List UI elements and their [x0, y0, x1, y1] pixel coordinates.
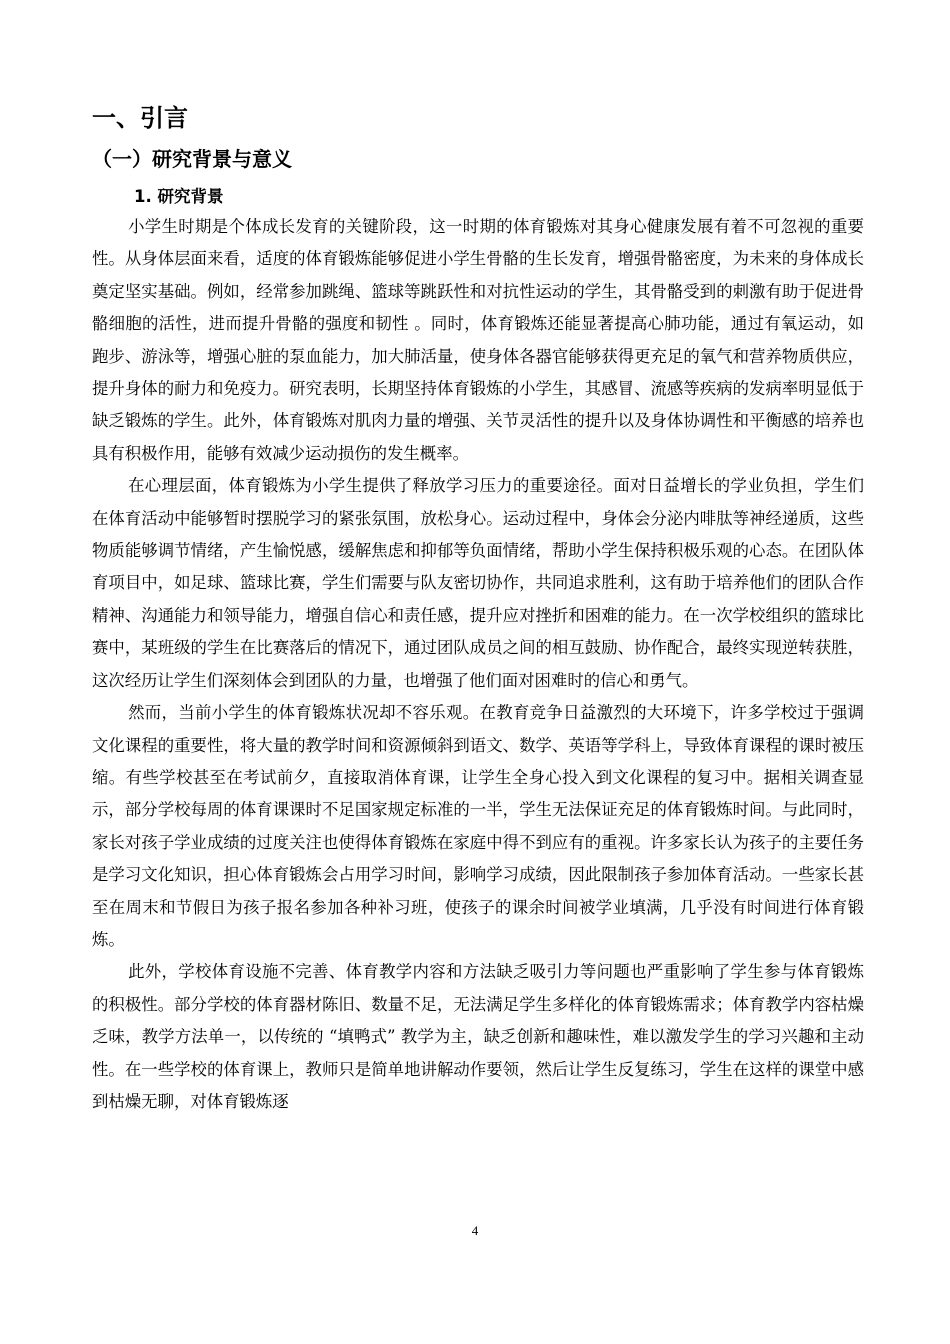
- section-heading: 一、引言: [92, 104, 188, 132]
- paragraph-current-situation: 然而，当前小学生的体育锻炼状况却不容乐观。在教育竞争日益激烈的大环境下，许多学校过于强调文化课程的重要性，将大量的教学时间和资源倾斜到语文、数学、英语等学科上，导致体育课程的课时被压缩。有些学校甚至在考试前夕，直接取消体育课，让学生全身心投入到文化课程的复习中。据相关调查显示，部分学校每周的体育课课时不足国家规定标准的一半，学生无法保证充足的体育锻炼时间。与此同时，家长对孩子学业成绩的过度关注也使得体育锻炼在家庭中得不到应有的重视。许多家长认为孩子的主要任务是学习文化知识，担心体育锻炼会占用学习时间，影响学习成绩，因此限制孩子参加体育活动。一些家长甚至在周末和节假日为孩子报名参加各种补习班，使孩子的课余时间被学业填满，几乎没有时间进行体育锻炼。: [92, 703, 864, 949]
- page-number: 4: [471, 1223, 479, 1238]
- paragraph-physical-benefits: 小学生时期是个体成长发育的关键阶段，这一时期的体育锻炼对其身心健康发展有着不可忽视的重要性。从身体层面来看，适度的体育锻炼能够促进小学生骨骼的生长发育，增强骨骼密度，为未来的身体成长奠定坚实基础。例如，经常参加跳绳、篮球等跳跃性和对抗性运动的学生，其骨骼受到的刺激有助于促进骨骼细胞的活性，进而提升骨骼的强度和韧性 。同时，体育锻炼还能显著提高心肺功能，通过有氧运动，如跑步、游泳等，增强心脏的泵血能力，加大肺活量，使身体各器官能够获得更充足的氧气和营养物质供应，提升身体的耐力和免疫力。研究表明，长期坚持体育锻炼的小学生，其感冒、流感等疾病的发病率明显低于缺乏锻炼的学生。此外，体育锻炼对肌肉力量的增强、关节灵活性的提升以及身体协调性和平衡感的培养也具有积极作用，能够有效减少运动损伤的发生概率。: [92, 217, 864, 463]
- paragraph-psychological-benefits: 在心理层面，体育锻炼为小学生提供了释放学习压力的重要途径。面对日益增长的学业负担，学生们在体育活动中能够暂时摆脱学习的紧张氛围，放松身心。运动过程中，身体会分泌内啡肽等神经递质，这些物质能够调节情绪，产生愉悦感，缓解焦虑和抑郁等负面情绪，帮助小学生保持积极乐观的心态。在团队体育项目中，如足球、篮球比赛，学生们需要与队友密切协作，共同追求胜利，这有助于培养他们的团队合作精神、沟通能力和领导能力，增强自信心和责任感，提升应对挫折和困难的能力。在一次学校组织的篮球比赛中，某班级的学生在比赛落后的情况下，通过团队成员之间的相互鼓励、协作配合，最终实现逆转获胜，这次经历让学生们深刻体会到团队的力量，也增强了他们面对困难时的信心和勇气。: [92, 476, 864, 690]
- sub-subsection-heading: 1. 研究背景: [134, 187, 224, 206]
- body-text: [92, 211, 864, 1118]
- subsection-heading: （一）研究背景与意义: [92, 147, 292, 171]
- paragraph-facility-problems: 此外，学校体育设施不完善、体育教学内容和方法缺乏吸引力等问题也严重影响了学生参与体育锻炼的积极性。部分学校的体育器材陈旧、数量不足，无法满足学生多样化的体育锻炼需求；体育教学内容枯燥乏味，教学方法单一，以传统的 “填鸭式” 教学为主，缺乏创新和趣味性，难以激发学生的学习兴趣和主动性。在一些学校的体育课上，教师只是简单地讲解动作要领，然后让学生反复练习，学生在这样的课堂中感到枯燥无聊，对体育锻炼逐: [92, 962, 864, 1111]
